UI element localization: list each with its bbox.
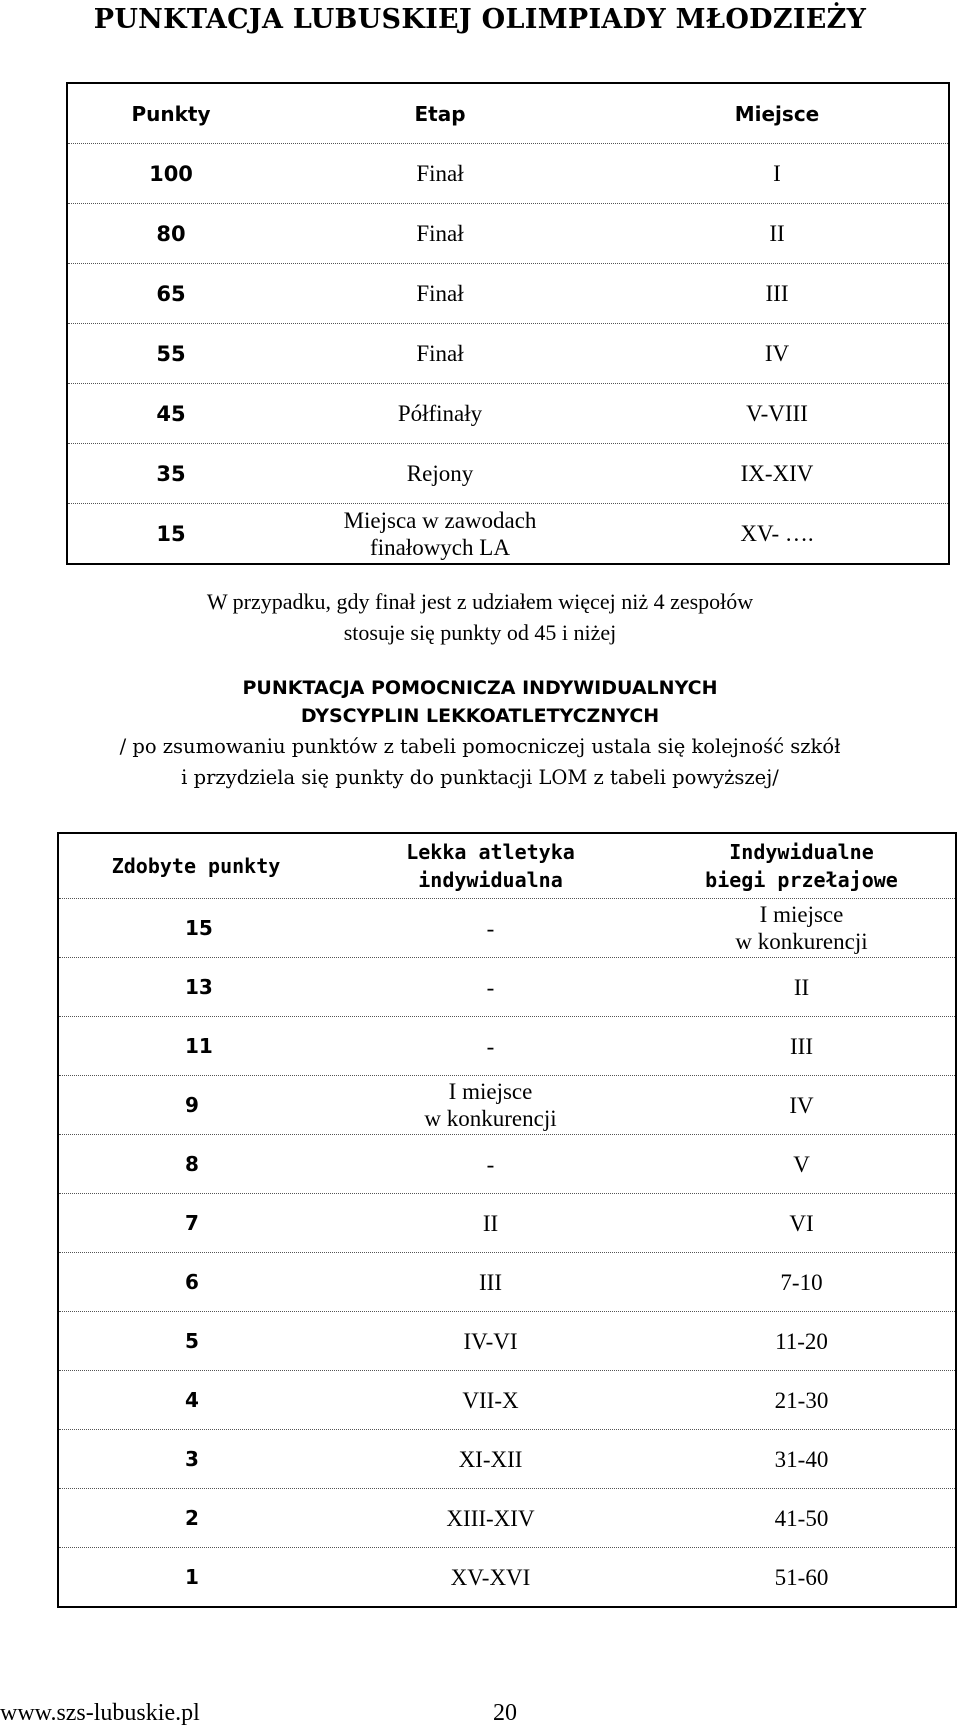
table-row (59, 1430, 955, 1489)
section-description-line: / po zsumowaniu punktów z tabeli pomocniczej ustala się kolejność szkół (119, 735, 841, 758)
column-header: Lekka atletyka indywidualna (406, 840, 575, 892)
cross-country-cell: VI (789, 1210, 814, 1236)
cross-country-cell: I miejsce w konkurencji (735, 902, 868, 954)
points-cell: 5 (185, 1328, 199, 1353)
stage-cell: Finał (416, 341, 464, 366)
athletics-cell: - (486, 1151, 495, 1177)
table-row (59, 1312, 955, 1371)
place-cell: V-VIII (746, 400, 808, 426)
place-cell: IX-XIV (740, 460, 814, 486)
stage-cell: Finał (416, 281, 464, 306)
cross-country-cell: III (790, 1033, 813, 1059)
stage-cell: Półfinały (397, 401, 483, 426)
stage-cell: Rejony (406, 461, 474, 486)
points-cell: 1 (185, 1564, 199, 1589)
athletics-cell: IV-VI (463, 1328, 518, 1354)
place-cell: III (765, 280, 789, 306)
place-cell: XV- …. (740, 520, 814, 546)
table-row (68, 324, 948, 384)
section-description-line: i przydziela się punkty do punktacji LOM z tabeli powyższej/ (181, 766, 779, 789)
points-cell: 7 (185, 1210, 199, 1235)
cross-country-cell: V (793, 1151, 810, 1177)
points-cell: 13 (185, 974, 213, 999)
stage-cell: Miejsca w zawodach finałowych LA (343, 507, 537, 560)
points-cell: 100 (149, 161, 193, 186)
cross-country-cell: 31-40 (774, 1446, 829, 1472)
points-cell: 2 (185, 1505, 199, 1530)
cross-country-cell: 11-20 (775, 1328, 828, 1354)
cross-country-cell: II (793, 974, 810, 1000)
points-cell: 80 (156, 221, 186, 246)
table-row (68, 144, 948, 204)
table-row (59, 1194, 955, 1253)
column-header: Miejsce (734, 101, 820, 126)
points-cell: 65 (156, 281, 186, 306)
athletics-cell: - (486, 915, 495, 941)
points-cell: 35 (156, 461, 186, 486)
table-row (59, 1548, 955, 1606)
column-header: Punkty (131, 101, 211, 126)
points-cell: 8 (185, 1151, 199, 1176)
points-cell: 15 (156, 521, 186, 546)
section-heading-line: DYSCYPLIN LEKKOATLETYCZNYCH (300, 705, 660, 727)
athletics-cell: VII-X (462, 1387, 519, 1413)
column-header: Etap (414, 101, 466, 126)
athletics-cell: XI-XII (458, 1446, 523, 1472)
points-table (66, 82, 950, 565)
stage-cell: Finał (416, 161, 464, 186)
stage-cell: Finał (416, 221, 464, 246)
place-cell: II (769, 220, 785, 246)
page-title: PUNKTACJA LUBUSKIEJ OLIMPIADY MŁODZIEŻY (93, 4, 867, 35)
place-cell: IV (764, 340, 790, 366)
table-row (68, 504, 948, 563)
points-cell: 55 (156, 341, 186, 366)
finals-note (0, 586, 960, 648)
athletics-cell: XV-XVI (450, 1564, 531, 1590)
athletics-cell: II (482, 1210, 499, 1236)
section-description (0, 731, 960, 793)
athletics-cell: - (486, 974, 495, 1000)
cross-country-cell: 7-10 (780, 1269, 823, 1295)
cross-country-cell: 41-50 (774, 1505, 829, 1531)
table-row (59, 899, 955, 958)
points-cell: 4 (185, 1387, 199, 1412)
cross-country-cell: 21-30 (774, 1387, 829, 1413)
auxiliary-points-table (57, 832, 957, 1608)
section-heading-line: PUNKTACJA POMOCNICZA INDYWIDUALNYCH (242, 677, 718, 699)
table-header-row (59, 834, 955, 899)
footer-url: www.szs-lubuskie.pl (0, 1700, 200, 1726)
athletics-cell: I miejsce w konkurencji (424, 1079, 557, 1131)
column-header: Indywidualne biegi przełajowe (705, 840, 898, 892)
table-row (68, 444, 948, 504)
athletics-cell: III (479, 1269, 502, 1295)
table-row (68, 384, 948, 444)
cross-country-cell: 51-60 (774, 1564, 829, 1590)
points-cell: 11 (185, 1033, 213, 1058)
table-row (59, 1017, 955, 1076)
table-row (59, 1489, 955, 1548)
table-row (59, 1253, 955, 1312)
table-row (59, 1371, 955, 1430)
page-number: 20 (493, 1700, 517, 1726)
points-cell: 6 (185, 1269, 199, 1294)
table-row (68, 264, 948, 324)
athletics-cell: - (486, 1033, 495, 1059)
table-row (59, 958, 955, 1017)
table-row (68, 204, 948, 264)
points-cell: 15 (185, 915, 213, 940)
section-heading (0, 674, 960, 730)
note-line: W przypadku, gdy finał jest z udziałem więcej niż 4 zespołów (206, 589, 754, 614)
column-header: Zdobyte punkty (111, 854, 281, 878)
table-header-row (68, 84, 948, 144)
table-row (59, 1076, 955, 1135)
cross-country-cell: IV (789, 1092, 814, 1118)
place-cell: I (773, 160, 781, 186)
points-cell: 9 (185, 1092, 199, 1117)
note-line: stosuje się punkty od 45 i niżej (343, 620, 617, 645)
points-cell: 45 (156, 401, 186, 426)
table-row (59, 1135, 955, 1194)
points-cell: 3 (185, 1446, 199, 1471)
athletics-cell: XIII-XIV (446, 1505, 535, 1531)
